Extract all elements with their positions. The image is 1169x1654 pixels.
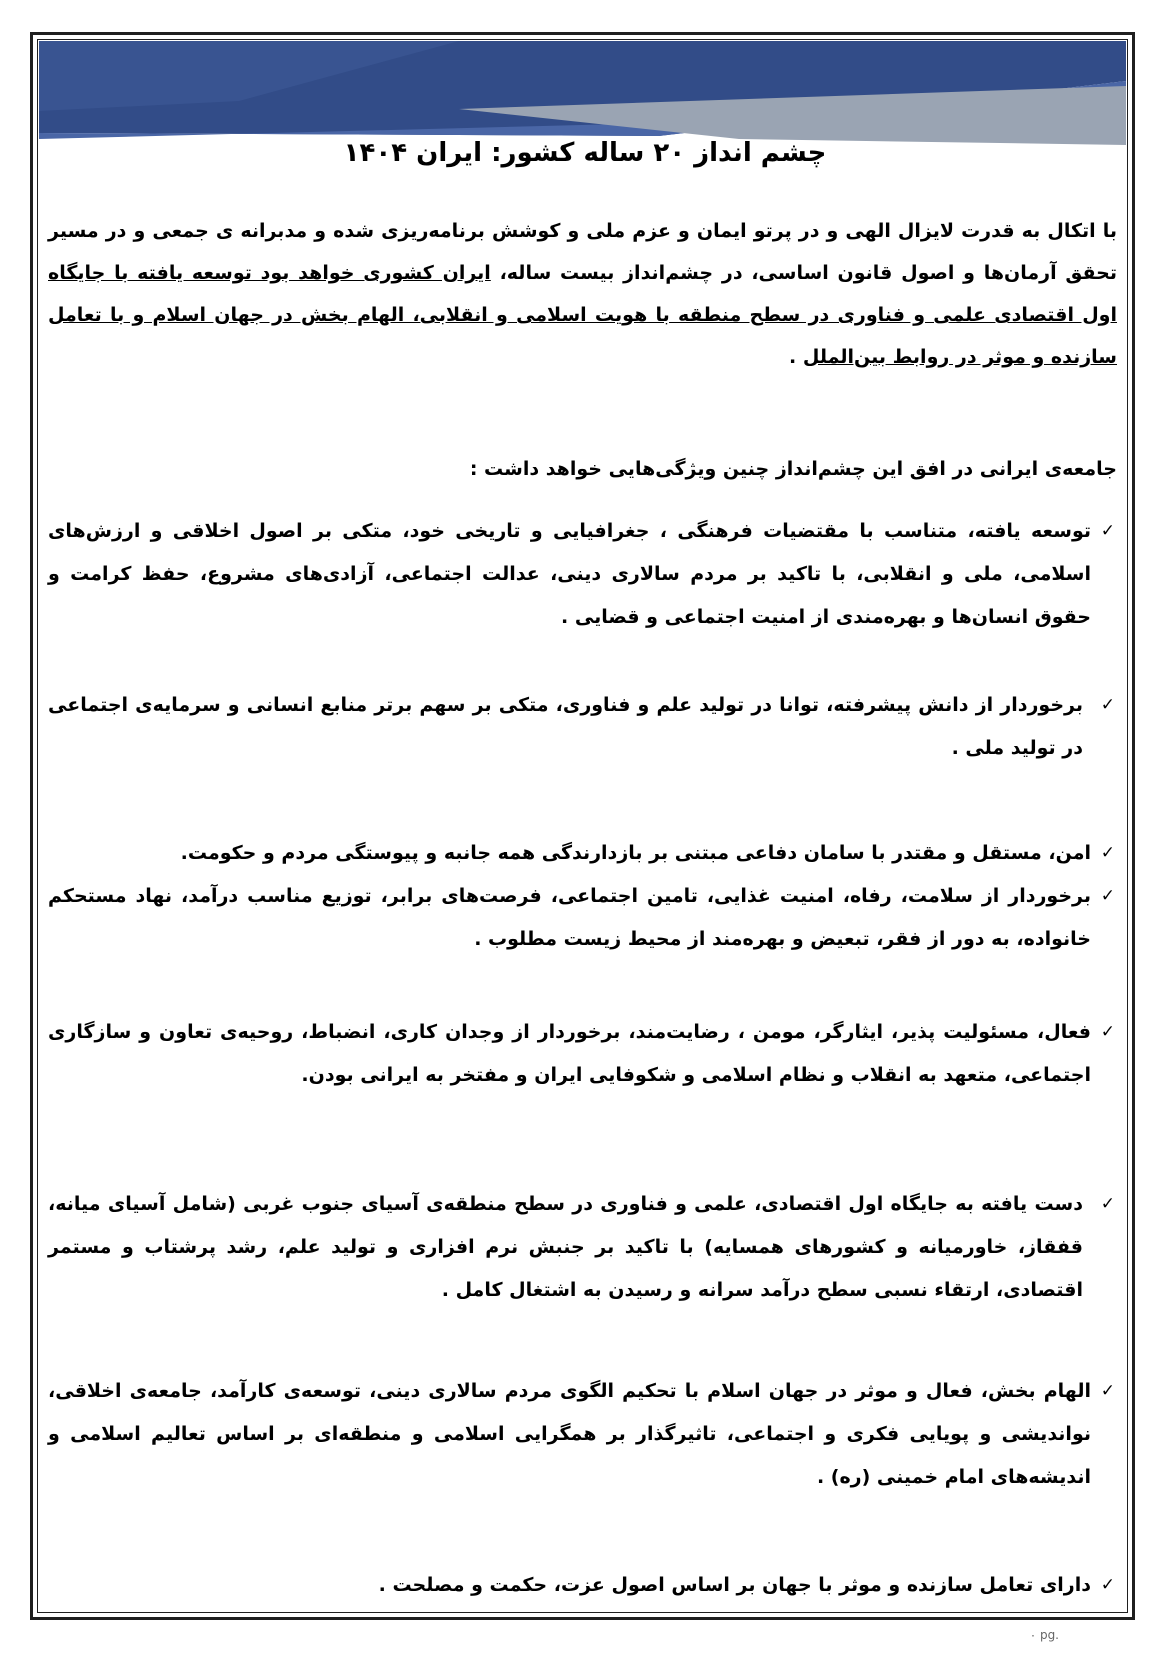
- check-icon: ✓: [1100, 521, 1115, 541]
- list-item: [48, 510, 1123, 639]
- intro-paragraph: با اتکال به قدرت لایزال الهی و در پرتو ایمان و عزم ملی و کوشش برنامه‌ریزی شده و مدبرانه ی جمعی و در مسیر تحقق آرمان‌ها و اصول قانون اساسی، در چشم‌انداز بیست ساله، ایران کشوری خواهد بود توسعه یافته با جایگاه اول اقتصادی علمی و فناوری در سطح منطقه با هویت اسلامی و انقلابی، الهام بخش در جهان اسلام و با تعامل سازنده و موثر در روابط بین‌الملل .: [48, 220, 1117, 368]
- list-item-text: الهام بخش، فعال و موثر در جهان اسلام با تحکیم الگوی مردم سالاری دینی، توسعه‌ی کارآمد، جامعه‌ی اخلاقی، نواندیشی و پویایی فکری و اجتماعی، تاثیرگذار بر همگرایی اسلامی و منطقه‌ای بر اساس تعالیم اسلامی و اندیشه‌های امام خمینی (ره) .: [48, 1380, 1091, 1488]
- page-title: چشم انداز ۲۰ ساله کشور: ایران ۱۴۰۴: [343, 138, 827, 168]
- check-icon: ✓: [1100, 886, 1115, 906]
- check-icon: ✓: [1100, 1381, 1115, 1401]
- list-item-text: فعال، مسئولیت پذیر، ایثارگر، مومن ، رضایت‌مند، برخوردار از وجدان کاری، انضباط، روحیه‌ی تعاون و سازگاری اجتماعی، متعهد به انقلاب و نظام اسلامی و شکوفایی ایران و مفتخر به ایرانی بودن.: [48, 1021, 1091, 1086]
- check-icon: ✓: [1100, 695, 1115, 715]
- check-icon: ✓: [1100, 1575, 1115, 1595]
- page-number: ۰ pg.: [1029, 1628, 1059, 1642]
- list-item: [48, 875, 1123, 961]
- list-item: [48, 1183, 1123, 1312]
- list-item-text: توسعه یافته، متناسب با مقتضیات فرهنگی ، جغرافیایی و تاریخی خود، متکی بر اصول اخلاقی و ارزش‌های اسلامی، ملی و انقلابی، با تاکید بر مردم سالاری دینی، عدالت اجتماعی، آزادی‌های مشروع، حفظ کرامت و حقوق انسان‌ها و بهره‌مندی از امنیت اجتماعی و قضایی .: [48, 520, 1091, 628]
- intro-underlined-text: ایران کشوری خواهد بود توسعه یافته با جایگاه اول اقتصادی علمی و فناوری در سطح منطقه با هویت اسلامی و انقلابی، الهام بخش در جهان اسلام و با تعامل سازنده و موثر در روابط بین‌الملل: [48, 262, 1117, 368]
- document-body: [48, 210, 1123, 1607]
- list-item-text: دست یافته به جایگاه اول اقتصادی، علمی و فناوری در سطح منطقه‌ی آسیای جنوب غربی (شامل آسیای میانه، قفقاز، خاورمیانه و کشورهای همسایه) با تاکید بر جنبش نرم افزاری و تولید علم، رشد پرشتاب و مستمر اقتصادی، ارتقاء نسبی سطح درآمد سرانه و رسیدن به اشتغال کامل .: [48, 1193, 1083, 1301]
- list-item: [48, 832, 1123, 875]
- list-item-text: دارای تعامل سازنده و موثر با جهان بر اساس اصول عزت، حکمت و مصلحت .: [378, 1574, 1091, 1596]
- list-item: [48, 1564, 1123, 1607]
- check-icon: ✓: [1100, 1194, 1115, 1214]
- list-item: [48, 1370, 1123, 1499]
- list-item: [48, 684, 1123, 770]
- list-item-text: برخوردار از سلامت، رفاه، امنیت غذایی، تامین اجتماعی، فرصت‌های برابر، توزیع مناسب درآمد، نهاد مستحکم خانواده، به دور از فقر، تبعیض و بهره‌مند از محیط زیست مطلوب .: [48, 885, 1091, 950]
- check-icon: ✓: [1100, 1022, 1115, 1042]
- check-icon: ✓: [1100, 843, 1115, 863]
- list-item-text: امن، مستقل و مقتدر با سامان دفاعی مبتنی بر بازدارندگی همه جانبه و پیوستگی مردم و حکومت.: [180, 842, 1091, 864]
- intro-text: با اتکال به قدرت لایزال الهی و در پرتو ایمان و عزم ملی و کوشش برنامه‌ریزی شده و مدبرانه ی جمعی و در مسیر تحقق آرمان‌ها و اصول قانون اساسی، در چشم‌انداز بیست ساله،: [48, 220, 1117, 284]
- feature-list: [48, 510, 1123, 1607]
- lead-sentence: جامعه‌ی ایرانی در افق این چشم‌انداز چنین ویژگی‌هایی خواهد داشت :: [469, 458, 1117, 480]
- list-item-text: برخوردار از دانش پیشرفته، توانا در تولید علم و فناوری، متکی بر سهم برتر منابع انسانی و سرمایه‌ی اجتماعی در تولید ملی .: [48, 694, 1083, 759]
- list-item: [48, 1011, 1123, 1097]
